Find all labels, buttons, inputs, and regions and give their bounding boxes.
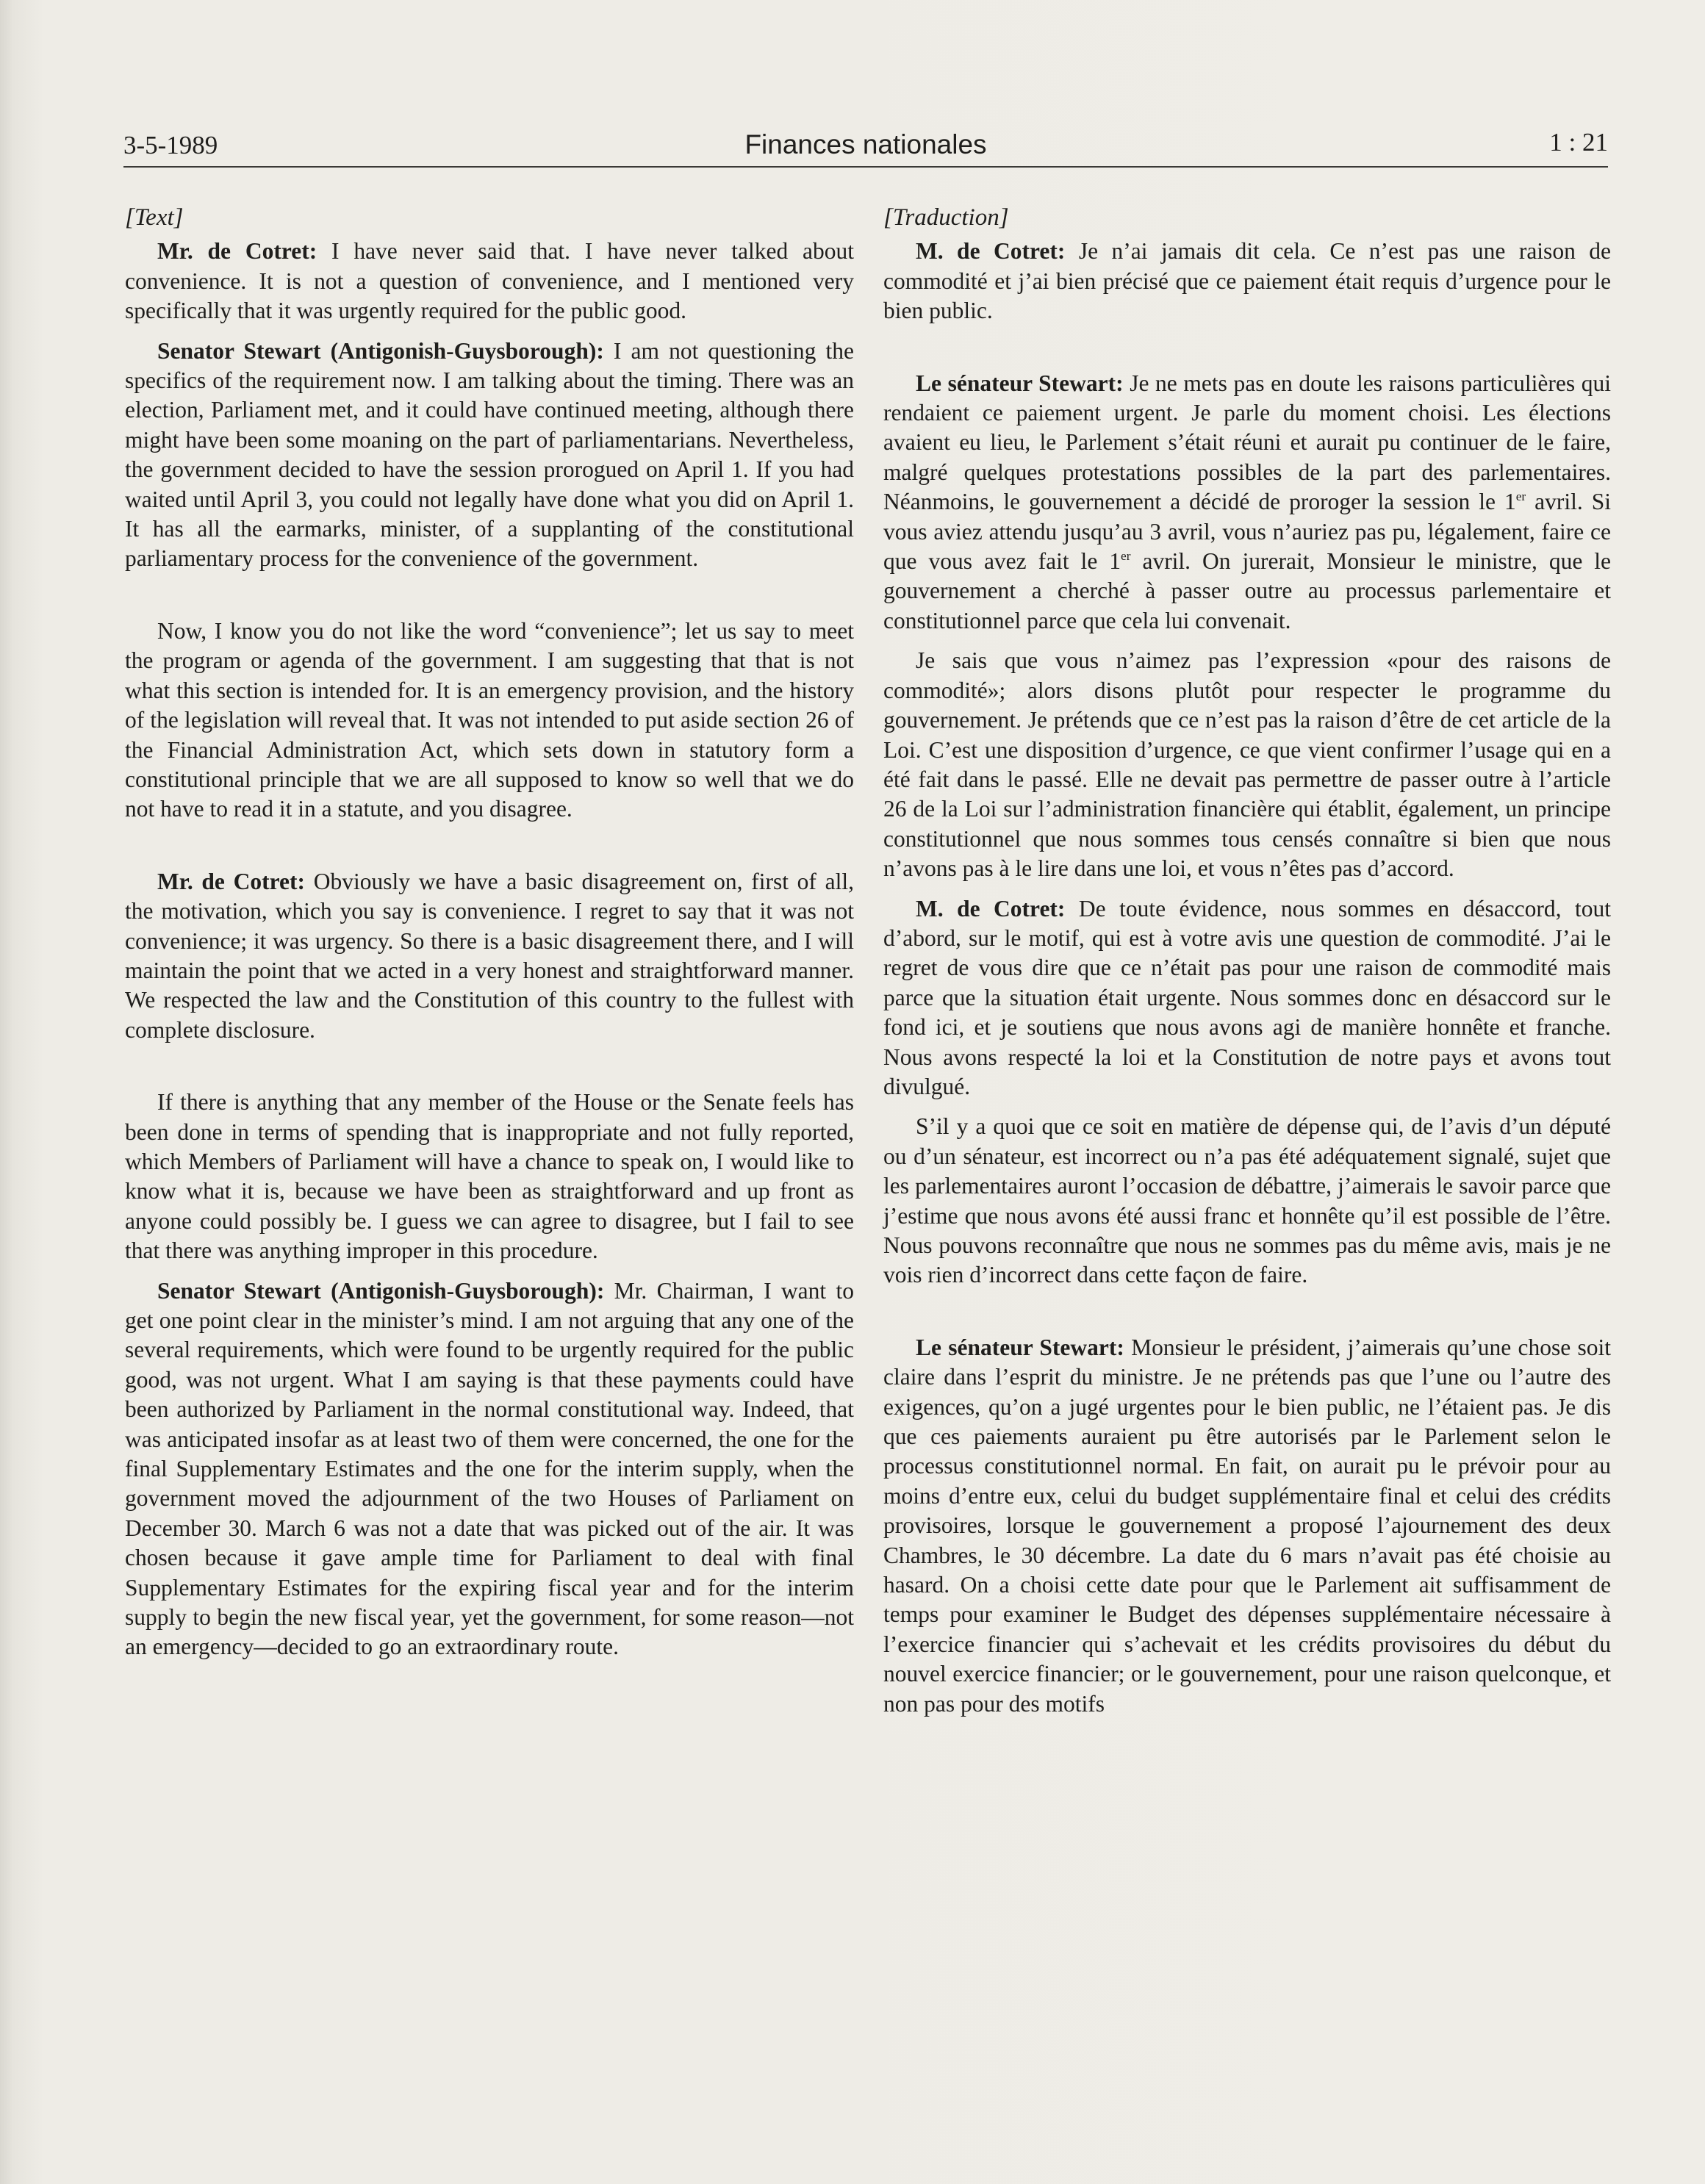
speaker-name: Le sénateur Stewart:	[916, 370, 1124, 396]
header-date: 3-5-1989	[123, 131, 218, 159]
paragraph-text: Mr. Chairman, I want to get one point clear in the minister’s mind. I am not arguing that any one of the several requirements, which were found to be urgently required for the public good, was not urgent. What I am saying is that these payments could have been authorized by Parliament in the normal constitutional way. Indeed, that was anticipated insofar as at least two of them were concerned, the one for the final Supplementary Estimates and the one for the interim supply, when the government moved the adjournment of the two Houses of Parliament on December 30. March 6 was not a date that was picked out of the air. It was chosen because it gave ample time for Parliament to deal with final Supplementary Estimates for the expiring fiscal year and for the interim supply to begin the new fiscal year, yet the government, for some reason—not an emergency—decided to go an extraordinary route.	[125, 1277, 854, 1660]
french-column	[883, 203, 1611, 1719]
speaker-name: M. de Cotret:	[916, 238, 1066, 265]
paragraph	[125, 237, 854, 326]
speaker-name: Senator Stewart (Antigonish-Guysborough):	[157, 337, 604, 364]
superscript: er	[1515, 489, 1526, 504]
paragraph-text: Je n’ai jamais dit cela. Ce n’est pas une raison de commodité et j’ai bien précisé que ce paiement était requis d’urgence pour le bien public.	[883, 238, 1612, 324]
paragraph	[125, 867, 854, 1045]
paragraph	[125, 337, 854, 574]
paragraph	[883, 894, 1611, 1102]
paragraph-text: avril. On jurerait, Monsieur le ministre, que le gouvernement a cherché à passer outre au processus parlementaire et constitutionnel parce que cela lui convenait.	[883, 548, 1612, 633]
speaker-name: Mr. de Cotret:	[157, 868, 305, 894]
header-title: Finances nationales	[744, 129, 987, 159]
paragraph	[125, 1276, 854, 1662]
superscript: er	[1121, 548, 1131, 563]
paragraph-text: Obviously we have a basic disagreement on, first of all, the motivation, which you say is convenience. I regret to say that it was not convenience; it was urgency. So there is a basic disagreement there, and I will maintain the point that we acted in a very honest and straightforward manner. We respected the law and the Constitution of this country to the fullest with complete disclosure.	[125, 868, 854, 1043]
paragraph: Je sais que vous n’aimez pas l’expression «pour des raisons de commodité»; alors disons plutôt pour respecter le programme du gouvernement. Je prétends que ce n’est pas la raison d’être de cet article de la Loi. C’est une disposition d’urgence, ce que vient confirmer l’usage qui en a été fait dans le passé. Elle ne devait pas permettre de passer outre à l’article 26 de la Loi sur l’administration financière qui établit, également, un principe constitutionnel que nous sommes tous censés connaître si bien que nous n’avons pas à le lire dans une loi, et vous n’êtes pas d’accord.	[883, 647, 1611, 882]
speaker-name: Mr. de Cotret:	[157, 238, 317, 265]
language-tag: [Traduction]	[883, 204, 1009, 231]
speaker-name: Le sénateur Stewart:	[916, 1334, 1124, 1360]
speaker-name: Senator Stewart (Antigonish-Guysborough):	[157, 1277, 605, 1304]
paragraph	[883, 237, 1611, 326]
speaker-name: M. de Cotret:	[916, 895, 1066, 922]
paragraph	[883, 369, 1611, 636]
paragraph-text: I have never said that. I have never talked about convenience. It is not a question of convenience, and I mentioned very specifically that it was urgently required for the public good.	[125, 238, 855, 324]
english-column	[125, 203, 854, 1662]
language-tag: [Text]	[125, 204, 184, 231]
paragraph: If there is anything that any member of the House or the Senate feels has been done in terms of spending that is inappropriate and not fully reported, which Members of Parliament will have a chance to speak on, I would like to know what it is, because we have been as straightforward and up front as anyone could possibly be. I guess we can agree to disagree, but I fail to see that there was anything improper in this procedure.	[125, 1089, 854, 1264]
page-header	[123, 126, 1608, 168]
paragraph-text: I am not questioning the specifics of the requirement now. I am talking about the timing. There was an election, Parliament met, and it could have continued meeting, although there might have been some moaning on the part of parliamentarians. Nevertheless, the government decided to have the session prorogued on April 1. If you had waited until April 3, you could not legally have done what you did on April 1. It has all the earmarks, minister, of a supplanting of the constitutional parliamentary process for the convenience of the government.	[125, 337, 854, 572]
paragraph-text: Je ne mets pas en doute les raisons particulières qui rendaient ce paiement urgent. Je parle du moment choisi. Les élections avaient eu lieu, le Parlement s’était réuni et aurait pu continuer de le faire, malgré quelques protestations possibles de la part des parlementaires. Néanmoins, le gouvernement a décidé de proroger la session le 1	[883, 370, 1611, 515]
paragraph-text: avril. Si vous aviez attendu jusqu’au 3 avril, vous n’auriez pas pu, légalement, faire ce que vous avez fait le 1	[883, 489, 1611, 575]
paragraph-text: De toute évidence, nous sommes en désaccord, tout d’abord, sur le motif, qui est à votre avis une question de commodité. J’ai le regret de vous dire que ce n’était pas pour une raison de commodité mais parce que la situation était urgente. Nous sommes donc en désaccord sur le fond ici, et je soutiens que nous avons agi de manière honnête et franche. Nous avons respecté la loi et la Constitution de notre pays et avons tout divulgué.	[883, 895, 1612, 1099]
paragraph-text: Monsieur le président, j’aimerais qu’une chose soit claire dans l’esprit du ministre. Je ne prétends pas que l’une ou l’autre des exigences, qu’on a jugé urgentes pour le bien public, ne l’étaient pas. Je dis que ces paiements auraient pu être autorisés par le Parlement selon le processus constitutionnel normal. En fait, on aurait pu le prévoir pour au moins d’entre eux, celui du budget supplémentaire final et celui des crédits provisoires, lorsque le gouvernement a proposé l’ajournement des deux Chambres, le 30 décembre. La date du 6 mars n’avait pas été choisie au hasard. On a choisi cette date pour que le Parlement ait suffisamment de temps pour examiner le Budget des dépenses supplémentaire nécessaire à l’exercice financier qui s’achevait et les crédits provisoires du début du nouvel exercice financier; or le gouvernement, pour une raison quelconque, et non pas pour des motifs	[883, 1334, 1611, 1717]
paragraph: Now, I know you do not like the word “convenience”; let us say to meet the program or agenda of the government. I am suggesting that that is not what this section is intended for. It is an emergency provision, and the history of the legislation will reveal that. It was not intended to put aside section 26 of the Financial Administration Act, which sets down in statutory form a constitutional principle that we are all supposed to know so well that we do not have to read it in a statute, and you disagree.	[125, 617, 854, 822]
paragraph	[883, 1333, 1611, 1719]
paragraph: S’il y a quoi que ce soit en matière de dépense qui, de l’avis d’un député ou d’un sénateur, est incorrect ou n’a pas été adéquatement signalé, sujet que les parlementaires auront l’occasion de débattre, j’aimerais le savoir parce que j’estime que nous avons été aussi franc et honnête qu’il est possible de l’être. Nous pouvons reconnaître que nous ne sommes pas du même avis, mais je ne vois rien d’incorrect dans cette façon de faire.	[883, 1113, 1611, 1288]
header-page-number: 1 : 21	[1549, 128, 1608, 157]
